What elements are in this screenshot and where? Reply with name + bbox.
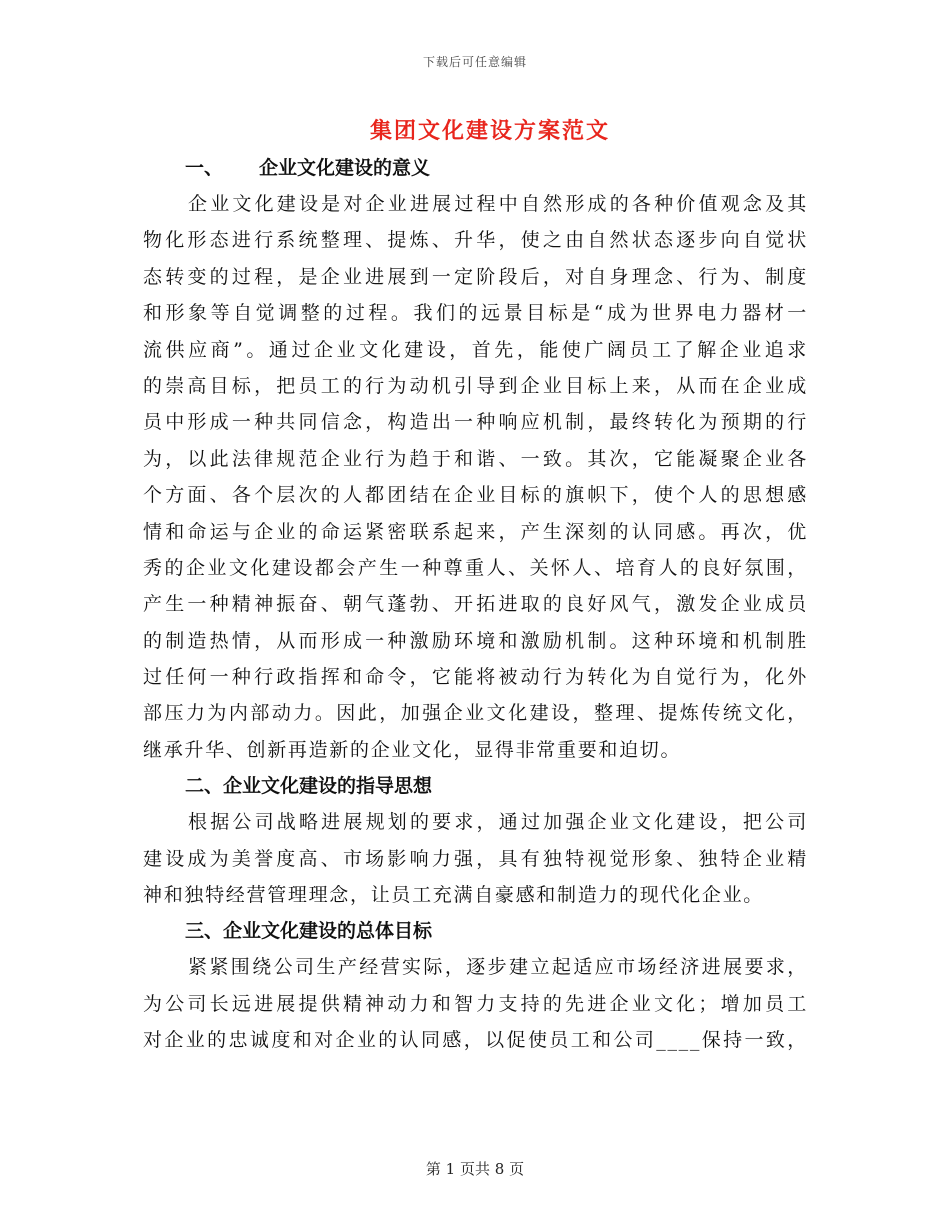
paragraph-line: 秀的企业文化建设都会产生一种尊重人、关怀人、培育人的良好氛围， — [143, 556, 808, 579]
paragraph-line: 和形象等自觉调整的过程。我们的远景目标是“成为世界电力器材一 — [143, 302, 808, 325]
paragraph-line: 部压力为内部动力。因此，加强企业文化建设，整理、提炼传统文化， — [143, 702, 808, 725]
paragraph-line: 建设成为美誉度高、市场影响力强，具有独特视觉形象、独特企业精 — [143, 847, 808, 870]
paragraph-line: 的崇高目标，把员工的行为动机引导到企业目标上来，从而在企业成 — [143, 374, 808, 397]
paragraph-line: 为，以此法律规范企业行为趋于和谐、一致。其次，它能凝聚企业各 — [143, 447, 808, 470]
section-heading-1 — [143, 150, 808, 186]
paragraph-line: 个方面、各个层次的人都团结在企业目标的旗帜下，使个人的思想感 — [143, 484, 808, 507]
section-heading-text-3: 三、企业文化建设的总体目标 — [185, 920, 433, 943]
section-paragraph-3 — [143, 949, 808, 1058]
section-heading-text-2: 二、企业文化建设的指导思想 — [185, 775, 433, 798]
paragraph-line: 情和命运与企业的命运紧密联系起来，产生深刻的认同感。再次，优 — [143, 520, 808, 543]
paragraph-line: 物化形态进行系统整理、提炼、升华，使之由自然状态逐步向自觉状 — [143, 229, 808, 252]
paragraph-line: 继承升华、创新再造新的企业文化，显得非常重要和迫切。 — [143, 738, 682, 761]
document-body — [143, 150, 808, 1059]
paragraph-line: 根据公司战略进展规划的要求，通过加强企业文化建设，把公司 — [188, 811, 808, 834]
paragraph-line: 紧紧围绕公司生产经营实际，逐步建立起适应市场经济进展要求， — [188, 956, 808, 979]
section-heading-text-1: 企业文化建设的意义 — [259, 157, 431, 179]
section-paragraph-2 — [143, 804, 808, 913]
paragraph-line: 的制造热情，从而形成一种激励环境和激励机制。这种环境和机制胜 — [143, 629, 808, 652]
paragraph-line: 过任何一种行政指挥和命令，它能将被动行为转化为自觉行为，化外 — [143, 666, 808, 689]
document-title: 集团文化建设方案范文 — [369, 118, 610, 144]
page-footer: 第 1 页共 8 页 — [425, 1160, 525, 1178]
section-heading-2 — [143, 768, 808, 804]
section-heading-3 — [143, 913, 808, 949]
page-header: 下载后可任意编辑 — [422, 55, 527, 69]
paragraph-line: 企业文化建设是对企业进展过程中自然形成的各种价值观念及其 — [188, 193, 808, 215]
section-paragraph-1 — [143, 186, 808, 768]
paragraph-line: 为公司长远进展提供精神动力和智力支持的先进企业文化；增加员工 — [143, 992, 808, 1015]
paragraph-line: 流供应商”。通过企业文化建设，首先，能使广阔员工了解企业追求 — [143, 338, 808, 361]
paragraph-line: 对企业的忠诚度和对企业的认同感，以促使员工和公司____保持一致， — [143, 1029, 808, 1052]
section-number-1: 一、 — [185, 157, 224, 179]
paragraph-line: 产生一种精神振奋、朝气蓬勃、开拓进取的良好风气，激发企业成员 — [143, 593, 808, 616]
paragraph-line: 员中形成一种共同信念，构造出一种响应机制，最终转化为预期的行 — [143, 411, 808, 434]
paragraph-line: 态转变的过程，是企业进展到一定阶段后，对自身理念、行为、制度 — [143, 265, 808, 288]
paragraph-line: 神和独特经营管理理念，让员工充满自豪感和制造力的现代化企业。 — [143, 884, 765, 907]
